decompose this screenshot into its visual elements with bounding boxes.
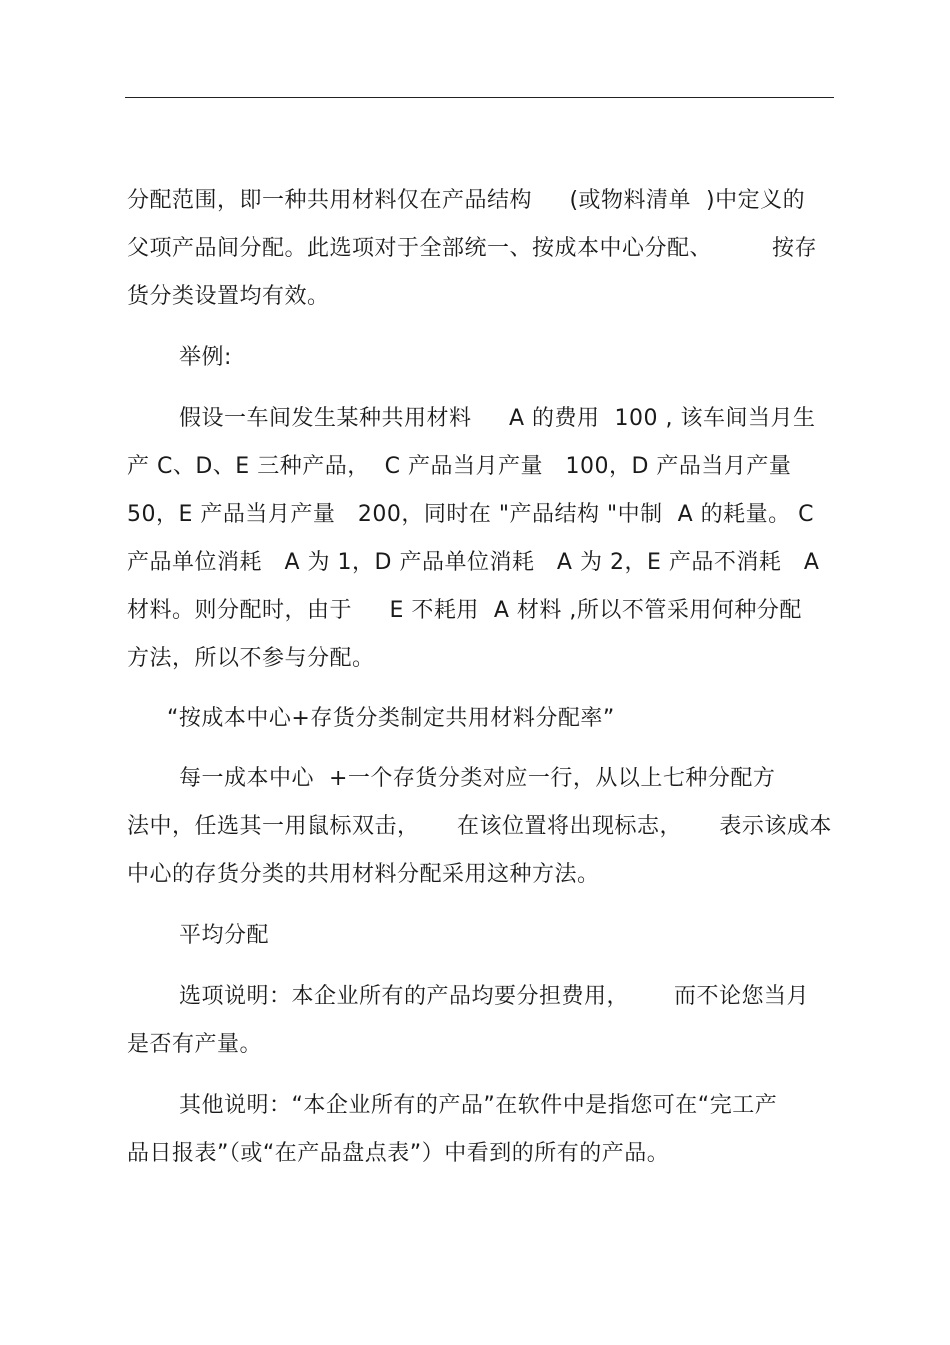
text-line: 货分类设置均有效。 [127, 284, 330, 309]
text-line: 平均分配 [179, 923, 270, 948]
text-line: 50，E 产品当月产量 200，同时在 "产品结构 "中制 A 的耗量。 C [127, 502, 814, 527]
text-line: 选项说明：本企业所有的产品均要分担费用， 而不论您当月 [179, 984, 809, 1009]
text-line: “按成本中心+存货分类制定共用材料分配率” [167, 706, 615, 731]
text-line: 分配范围，即一种共用材料仅在产品结构 (或物料清单 )中定义的 [127, 188, 806, 213]
text-line: 方法，所以不参与分配。 [127, 646, 375, 671]
text-line: 产品单位消耗 A 为 1，D 产品单位消耗 A 为 2，E 产品不消耗 A [127, 550, 820, 575]
text-line: 假设一车间发生某种共用材料 A 的费用 100 , 该车间当月生 [179, 406, 816, 431]
text-line: 是否有产量。 [127, 1032, 263, 1057]
text-line: 举例: [179, 345, 232, 370]
text-line: 其他说明：“本企业所有的产品”在软件中是指您可在“完工产 [179, 1093, 778, 1118]
text-line: 法中，任选其一用鼠标双击， 在该位置将出现标志， 表示该成本 [127, 814, 832, 839]
text-line: 每一成本中心 +一个存货分类对应一行，从以上七种分配方 [179, 766, 776, 791]
text-line: 中心的存货分类的共用材料分配采用这种方法。 [127, 862, 600, 887]
text-line: 品日报表”（或“在产品盘点表”）中看到的所有的产品。 [127, 1141, 670, 1166]
text-line: 材料。则分配时，由于 E 不耗用 A 材料 ,所以不管采用何种分配 [127, 598, 802, 623]
text-line: 产 C、D、E 三种产品， C 产品当月产量 100，D 产品当月产量 [127, 454, 792, 479]
header-rule [125, 97, 834, 98]
text-line: 父项产品间分配。此选项对于全部统一、按成本中心分配、 按存 [127, 236, 817, 261]
